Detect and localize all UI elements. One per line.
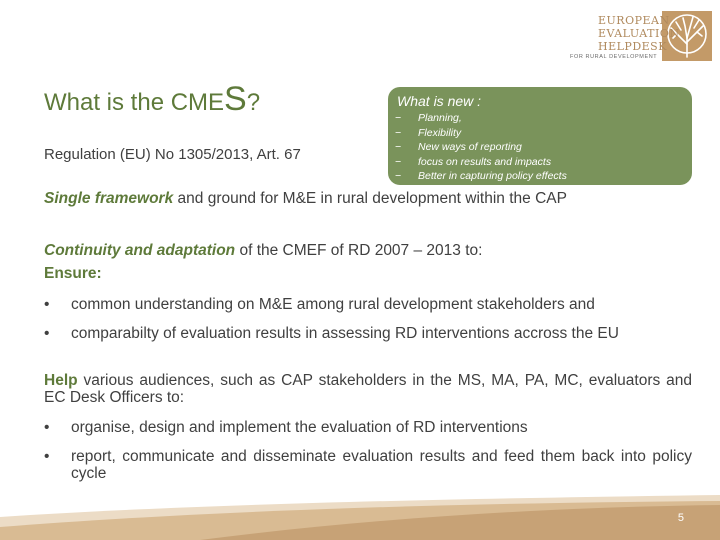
emphasis-help: Help	[44, 372, 78, 389]
logo	[568, 10, 713, 62]
list-item: − New ways of reporting	[395, 141, 522, 153]
dash-icon: −	[395, 170, 402, 182]
list-item: − Planning,	[395, 112, 462, 124]
list-item: • organise, design and implement the evaluation of RD interventions	[44, 419, 528, 436]
dash-icon: −	[395, 112, 402, 124]
title-suffix: ?	[246, 89, 261, 116]
emphasis-single-framework: Single framework	[44, 190, 174, 207]
list-item: • report, communicate and disseminate evaluation results and feed them back into policy cycle	[44, 448, 692, 482]
logo-line-1: EUROPEAN	[598, 14, 670, 27]
paragraph-single-framework: Single framework and ground for M&E in rural development within the CAP	[44, 190, 567, 207]
bullet-icon: •	[44, 448, 50, 465]
paragraph-continuity: Continuity and adaptation of the CMEF of RD 2007 – 2013 to:	[44, 242, 483, 259]
bullet-icon: •	[44, 419, 50, 436]
list-item: • common understanding on M&E among rural development stakeholders and	[44, 296, 595, 313]
dash-icon: −	[395, 141, 402, 153]
list-item: − focus on results and impacts	[395, 155, 552, 168]
footer-wave	[0, 495, 720, 540]
paragraph-help: Help various audiences, such as CAP stakeholders in the MS, MA, PA, MC, evaluators and EC Desk Officers to:	[44, 372, 692, 406]
title-big-letter: S	[224, 80, 247, 118]
bullet-icon: •	[44, 296, 50, 313]
page-number: 5	[677, 512, 684, 524]
regulation-reference: Regulation (EU) No 1305/2013, Art. 67	[44, 146, 301, 163]
ensure-heading: Ensure:	[44, 265, 102, 282]
whats-new-box	[388, 87, 692, 185]
whats-new-heading: What is new :	[397, 93, 482, 109]
logo-wordmark	[598, 14, 679, 53]
bullet-icon: •	[44, 325, 50, 342]
title-prefix: What is the CME	[44, 89, 225, 116]
list-item: − Better in capturing policy effects	[395, 170, 567, 182]
logo-subtitle: FOR RURAL DEVELOPMENT	[570, 54, 658, 60]
dash-icon: −	[395, 155, 402, 168]
whats-new-list	[395, 111, 567, 184]
logo-line-2: EVALUATION	[598, 27, 680, 40]
emphasis-continuity: Continuity and adaptation	[44, 242, 236, 259]
dash-icon: −	[395, 126, 402, 139]
logo-line-3: HELPDESK	[598, 40, 667, 53]
list-item: • comparabilty of evaluation results in assessing RD interventions accross the EU	[44, 325, 619, 342]
page-title	[44, 80, 260, 119]
list-item: − Flexibility	[395, 126, 462, 139]
